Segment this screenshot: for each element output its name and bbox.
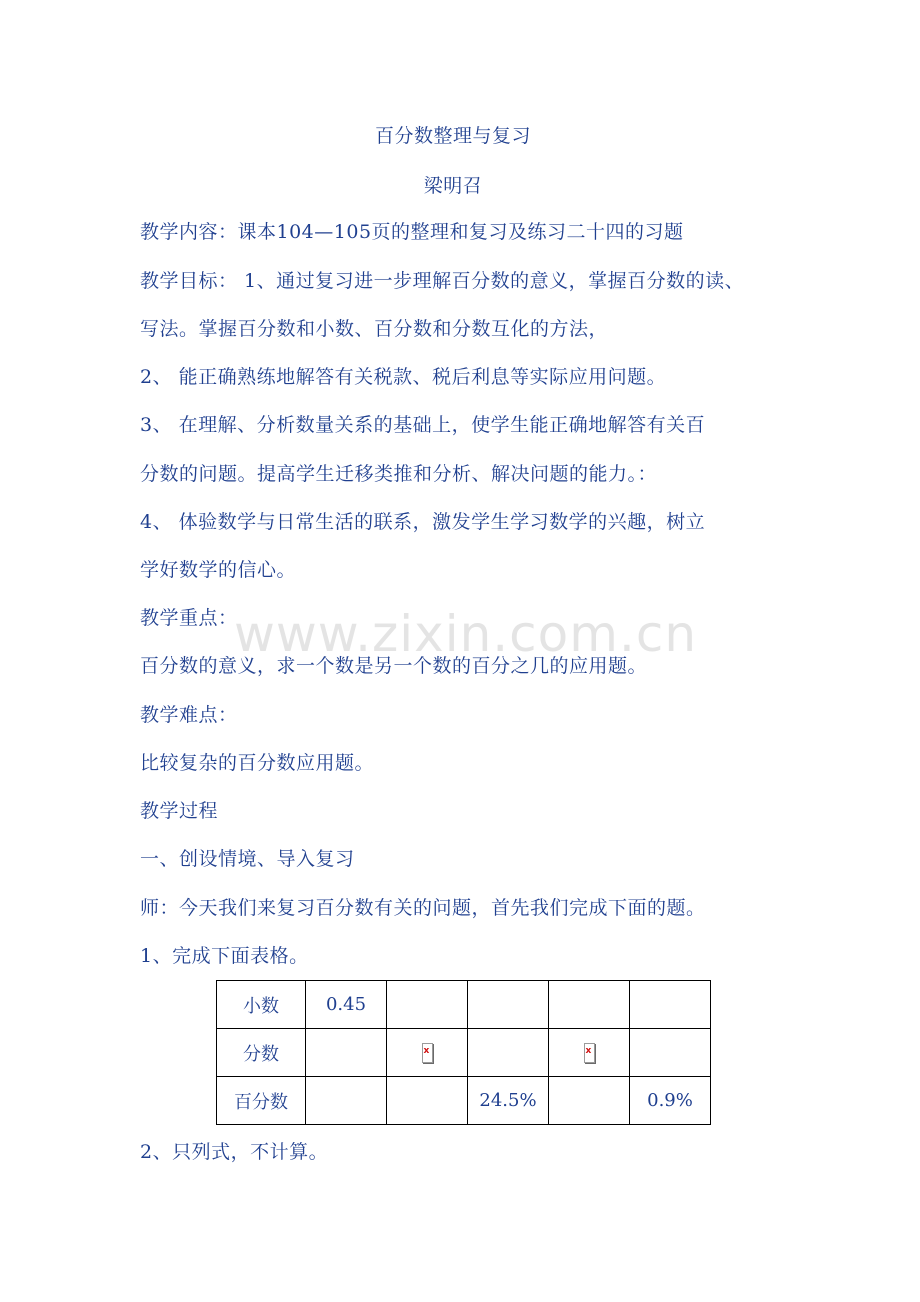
table-cell: 0.9% xyxy=(630,1077,711,1125)
paragraph-line: 学好数学的信心。 xyxy=(140,559,297,581)
conversion-table xyxy=(216,980,711,1125)
table-cell: 24.5% xyxy=(468,1077,549,1125)
table-cell xyxy=(306,1029,387,1077)
document-title: 百分数整理与复习 xyxy=(374,125,531,147)
table-row xyxy=(217,1029,711,1077)
paragraph-line: 分数的问题。提高学生迁移类推和分析、解决问题的能力。： xyxy=(140,463,658,485)
section-heading: 一、创设情境、导入复习 xyxy=(140,848,355,870)
broken-image-icon xyxy=(584,1043,595,1063)
table-cell xyxy=(387,981,468,1029)
paragraph-line: 4、 体验数学与日常生活的联系，激发学生学习数学的兴趣，树立 xyxy=(140,511,706,533)
paragraph-line: 2、只列式，不计算。 xyxy=(140,1141,329,1163)
table-cell xyxy=(387,1029,468,1077)
table-cell xyxy=(468,981,549,1029)
paragraph-line: 3、 在理解、分析数量关系的基础上，使学生能正确地解答有关百 xyxy=(140,414,706,436)
paragraph-line: 教学内容：课本104—105页的整理和复习及练习二十四的习题 xyxy=(140,221,684,243)
table-cell xyxy=(306,1077,387,1125)
watermark: www.zixin.com.cn xyxy=(234,605,698,663)
broken-image-icon xyxy=(422,1043,433,1063)
table-cell xyxy=(549,1029,630,1077)
table-cell xyxy=(549,1077,630,1125)
table-cell xyxy=(387,1077,468,1125)
table-cell xyxy=(630,1029,711,1077)
table-cell: 0.45 xyxy=(306,981,387,1029)
table-row-header: 小数 xyxy=(217,981,306,1029)
table-cell xyxy=(630,981,711,1029)
paragraph-line: 教学目标： 1、通过复习进一步理解百分数的意义，掌握百分数的读、 xyxy=(140,270,745,292)
section-heading: 教学重点： xyxy=(140,607,238,629)
table-row-header: 分数 xyxy=(217,1029,306,1077)
table-row-header: 百分数 xyxy=(217,1077,306,1125)
document-author: 梁明召 xyxy=(423,175,483,197)
table-cell xyxy=(468,1029,549,1077)
section-heading: 教学难点： xyxy=(140,704,238,726)
section-heading: 教学过程 xyxy=(140,800,219,822)
table-row xyxy=(217,1077,711,1125)
paragraph-line: 师：今天我们来复习百分数有关的问题，首先我们完成下面的题。 xyxy=(140,897,706,919)
paragraph-line: 2、 能正确熟练地解答有关税款、税后利息等实际应用问题。 xyxy=(140,366,667,388)
paragraph-line: 比较复杂的百分数应用题。 xyxy=(140,752,375,774)
paragraph-line: 1、完成下面表格。 xyxy=(140,945,309,967)
paragraph-line: 写法。掌握百分数和小数、百分数和分数互化的方法， xyxy=(140,318,609,340)
table-row xyxy=(217,981,711,1029)
table-cell xyxy=(549,981,630,1029)
paragraph-line: 百分数的意义，求一个数是另一个数的百分之几的应用题。 xyxy=(140,655,648,677)
